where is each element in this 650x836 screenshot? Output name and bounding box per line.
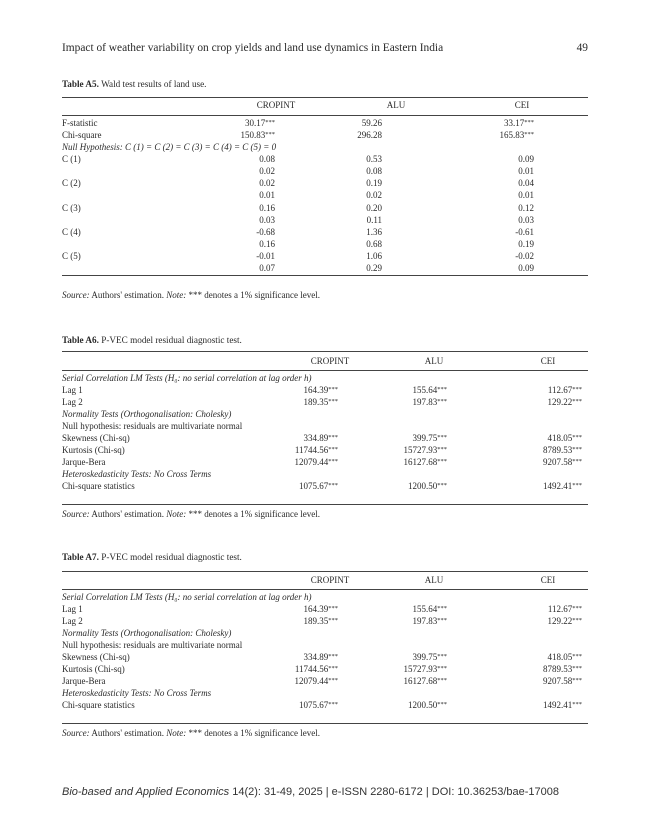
table-row [62,226,588,238]
table-cell: 0.02 [259,178,275,189]
row-label: C (2) [62,178,81,189]
table-row [62,591,588,603]
table-cell: 1075.67*** [299,481,338,492]
table-row [62,202,588,214]
bottom-rule [62,275,588,276]
row-label: Normality Tests (Orthogonalisation: Cholesky) [62,409,232,420]
column-header: ALU [424,356,444,366]
table-cell: 0.01 [518,190,534,201]
table-row [62,117,588,129]
table-cell: -0.01 [256,250,275,261]
table-row [62,177,588,189]
table-cell: 165.83*** [499,130,534,141]
row-label: Chi-square statistics [62,481,135,492]
table-cell: 16127.68*** [403,676,447,687]
table-cell: 0.03 [259,214,275,225]
table-cell: 8789.53*** [543,664,582,675]
table-title: Wald test results of land use. [101,79,207,89]
table-cell: 399.75*** [412,433,447,444]
table-cell: 0.08 [259,154,275,165]
table-cell: 0.07 [259,262,275,273]
table-cell: 0.19 [518,238,534,249]
table-cell: 129.22*** [547,616,582,627]
table-cell: -0.68 [256,226,275,237]
header-rule [62,370,588,371]
table-row [62,129,588,141]
row-label: Null hypothesis: residuals are multivariate normal [62,640,243,651]
table-row [62,165,588,177]
table-note: Source: Authors' estimation. Note: *** denotes a 1% significance level. [62,290,321,300]
table-cell: 15727.93*** [403,664,447,675]
table-row [62,372,588,384]
row-label: Heteroskedasticity Tests: No Cross Terms [62,688,212,699]
row-label: Heteroskedasticity Tests: No Cross Terms [62,469,212,480]
table-cell: 418.05*** [547,433,582,444]
table-cell: 1.36 [366,226,382,237]
table-row [62,444,588,456]
journal-name: Bio-based and Applied Economics [62,786,230,798]
row-label: F-statistic [62,118,98,128]
table-cell: 0.20 [366,202,382,213]
table-cell: -0.02 [515,250,534,261]
header-row [62,355,588,367]
column-header: ALU [386,100,406,110]
header-row [62,99,588,111]
row-label: Skewness (Chi-sq) [62,652,130,663]
table-row [62,639,588,651]
row-label: Chi-square statistics [62,700,135,711]
table-cell: 0.02 [366,190,382,201]
table-cell: 296.28 [357,130,382,141]
top-rule [62,571,588,572]
table-row [62,408,588,420]
table-cell: 0.12 [518,202,534,213]
table-cell: 189.35*** [303,397,338,408]
table-row [62,141,588,153]
table-cell: 1492.41*** [543,481,582,492]
row-label: Chi-square [62,130,102,141]
table-row [62,250,588,262]
table-caption [62,335,242,345]
table-cell: 112.67*** [547,385,582,396]
table-row [62,456,588,468]
table-cell: 0.68 [366,238,382,249]
column-header: CROPINT [256,100,296,110]
row-label: Serial Correlation LM Tests (H₀: no serial correlation at lag order h) [62,373,312,383]
row-label: C (1) [62,154,81,165]
table-cell: 0.01 [259,190,275,201]
table-cell: 1.06 [366,250,382,261]
table-row [62,468,588,480]
table-cell: 0.08 [366,166,382,177]
column-header: CROPINT [310,356,350,366]
table-row [62,396,588,408]
table-row [62,663,588,675]
table-cell: 112.67*** [547,604,582,615]
row-label: Null Hypothesis: C (1) = C (2) = C (3) = C (4) = C (5) = 0 [62,142,277,153]
row-label: Normality Tests (Orthogonalisation: Cholesky) [62,628,232,639]
column-header: CEI [540,356,556,366]
table-caption [62,552,242,562]
bottom-rule [62,723,588,724]
table-cell: 0.16 [259,202,275,213]
header-row [62,574,588,586]
table-cell: 59.26 [361,118,382,128]
row-label: Serial Correlation LM Tests (H₀: no serial correlation at lag order h) [62,592,312,602]
row-label: C (4) [62,226,81,237]
row-label: Skewness (Chi-sq) [62,433,130,444]
table-cell: 129.22*** [547,397,582,408]
row-label: Lag 1 [62,385,83,396]
table-cell: 334.89*** [303,433,338,444]
table-cell: 9207.58*** [543,457,582,468]
column-header: CEI [540,575,556,585]
table-row [62,627,588,639]
table-label: Table A5. [62,79,99,89]
table-title: P-VEC model residual diagnostic test. [101,552,242,562]
table-row [62,262,588,274]
row-label: Null hypothesis: residuals are multivariate normal [62,421,243,432]
table-cell: 16127.68*** [403,457,447,468]
journal-citation: 14(2): 31-49, 2025 | e-ISSN 2280-6172 | DOI: 10.36253/bae-17008 [232,786,559,798]
table-cell: 0.19 [366,178,382,189]
table-cell: 189.35*** [303,616,338,627]
table-row [62,675,588,687]
table-cell: 164.39*** [303,604,338,615]
row-label: Jarque-Bera [62,457,106,468]
table-cell: 399.75*** [412,652,447,663]
table-cell: 12079.44*** [294,676,338,687]
table-cell: 9207.58*** [543,676,582,687]
column-header: CEI [514,100,530,110]
table-cell: 0.16 [259,238,275,249]
column-header: ALU [424,575,444,585]
row-label: Lag 2 [62,616,83,627]
table-cell: 0.53 [366,154,382,165]
page-footer [62,786,559,798]
table-cell: 33.17*** [504,118,534,128]
table-cell: 1075.67*** [299,700,338,711]
table-cell: 164.39*** [303,385,338,396]
table-cell: 0.04 [518,178,534,189]
running-title: Impact of weather variability on crop yields and land use dynamics in Eastern India [62,42,444,54]
row-label: C (5) [62,250,81,261]
table-cell: 0.02 [259,166,275,177]
column-header: CROPINT [310,575,350,585]
table-row [62,603,588,615]
table-row [62,214,588,226]
table-cell: 8789.53*** [543,445,582,456]
table-row [62,189,588,201]
table-cell: 0.03 [518,214,534,225]
header-rule [62,589,588,590]
bottom-rule [62,504,588,505]
table-row [62,687,588,699]
table-cell: 0.09 [518,154,534,165]
table-cell: 11744.56*** [294,664,338,675]
table-cell: 12079.44*** [294,457,338,468]
table-cell: 0.11 [366,214,382,225]
row-label: C (3) [62,202,81,213]
table-row [62,699,588,711]
row-label: Kurtosis (Chi-sq) [62,445,125,456]
header-rule [62,115,588,116]
table-cell: 0.29 [366,262,382,273]
table-note: Source: Authors' estimation. Note: *** denotes a 1% significance level. [62,509,321,519]
page-number: 49 [576,42,588,54]
table-cell: 197.83*** [412,397,447,408]
table-cell: 334.89*** [303,652,338,663]
table-row [62,651,588,663]
table-row [62,238,588,250]
table-cell: 197.83*** [412,616,447,627]
table-label: Table A7. [62,552,99,562]
table-cell: 0.09 [518,262,534,273]
table-cell: 30.17*** [245,118,275,128]
table-cell: 150.83*** [240,130,275,141]
table-row [62,384,588,396]
table-cell: 155.64*** [412,604,447,615]
row-label: Lag 2 [62,397,83,408]
table-row [62,153,588,165]
table-caption [62,79,206,89]
table-cell: -0.61 [515,226,534,237]
table-row [62,615,588,627]
table-cell: 1200.50*** [408,700,447,711]
table-cell: 1200.50*** [408,481,447,492]
table-cell: 1492.41*** [543,700,582,711]
top-rule [62,97,588,98]
table-cell: 11744.56*** [294,445,338,456]
top-rule [62,351,588,352]
table-title: P-VEC model residual diagnostic test. [101,335,242,345]
table-label: Table A6. [62,335,99,345]
table-note: Source: Authors' estimation. Note: *** denotes a 1% significance level. [62,728,321,738]
table-row [62,480,588,492]
row-label: Kurtosis (Chi-sq) [62,664,125,675]
table-row [62,420,588,432]
table-cell: 155.64*** [412,385,447,396]
table-cell: 0.01 [518,166,534,177]
table-cell: 15727.93*** [403,445,447,456]
row-label: Lag 1 [62,604,83,615]
row-label: Jarque-Bera [62,676,106,687]
table-cell: 418.05*** [547,652,582,663]
table-row [62,432,588,444]
